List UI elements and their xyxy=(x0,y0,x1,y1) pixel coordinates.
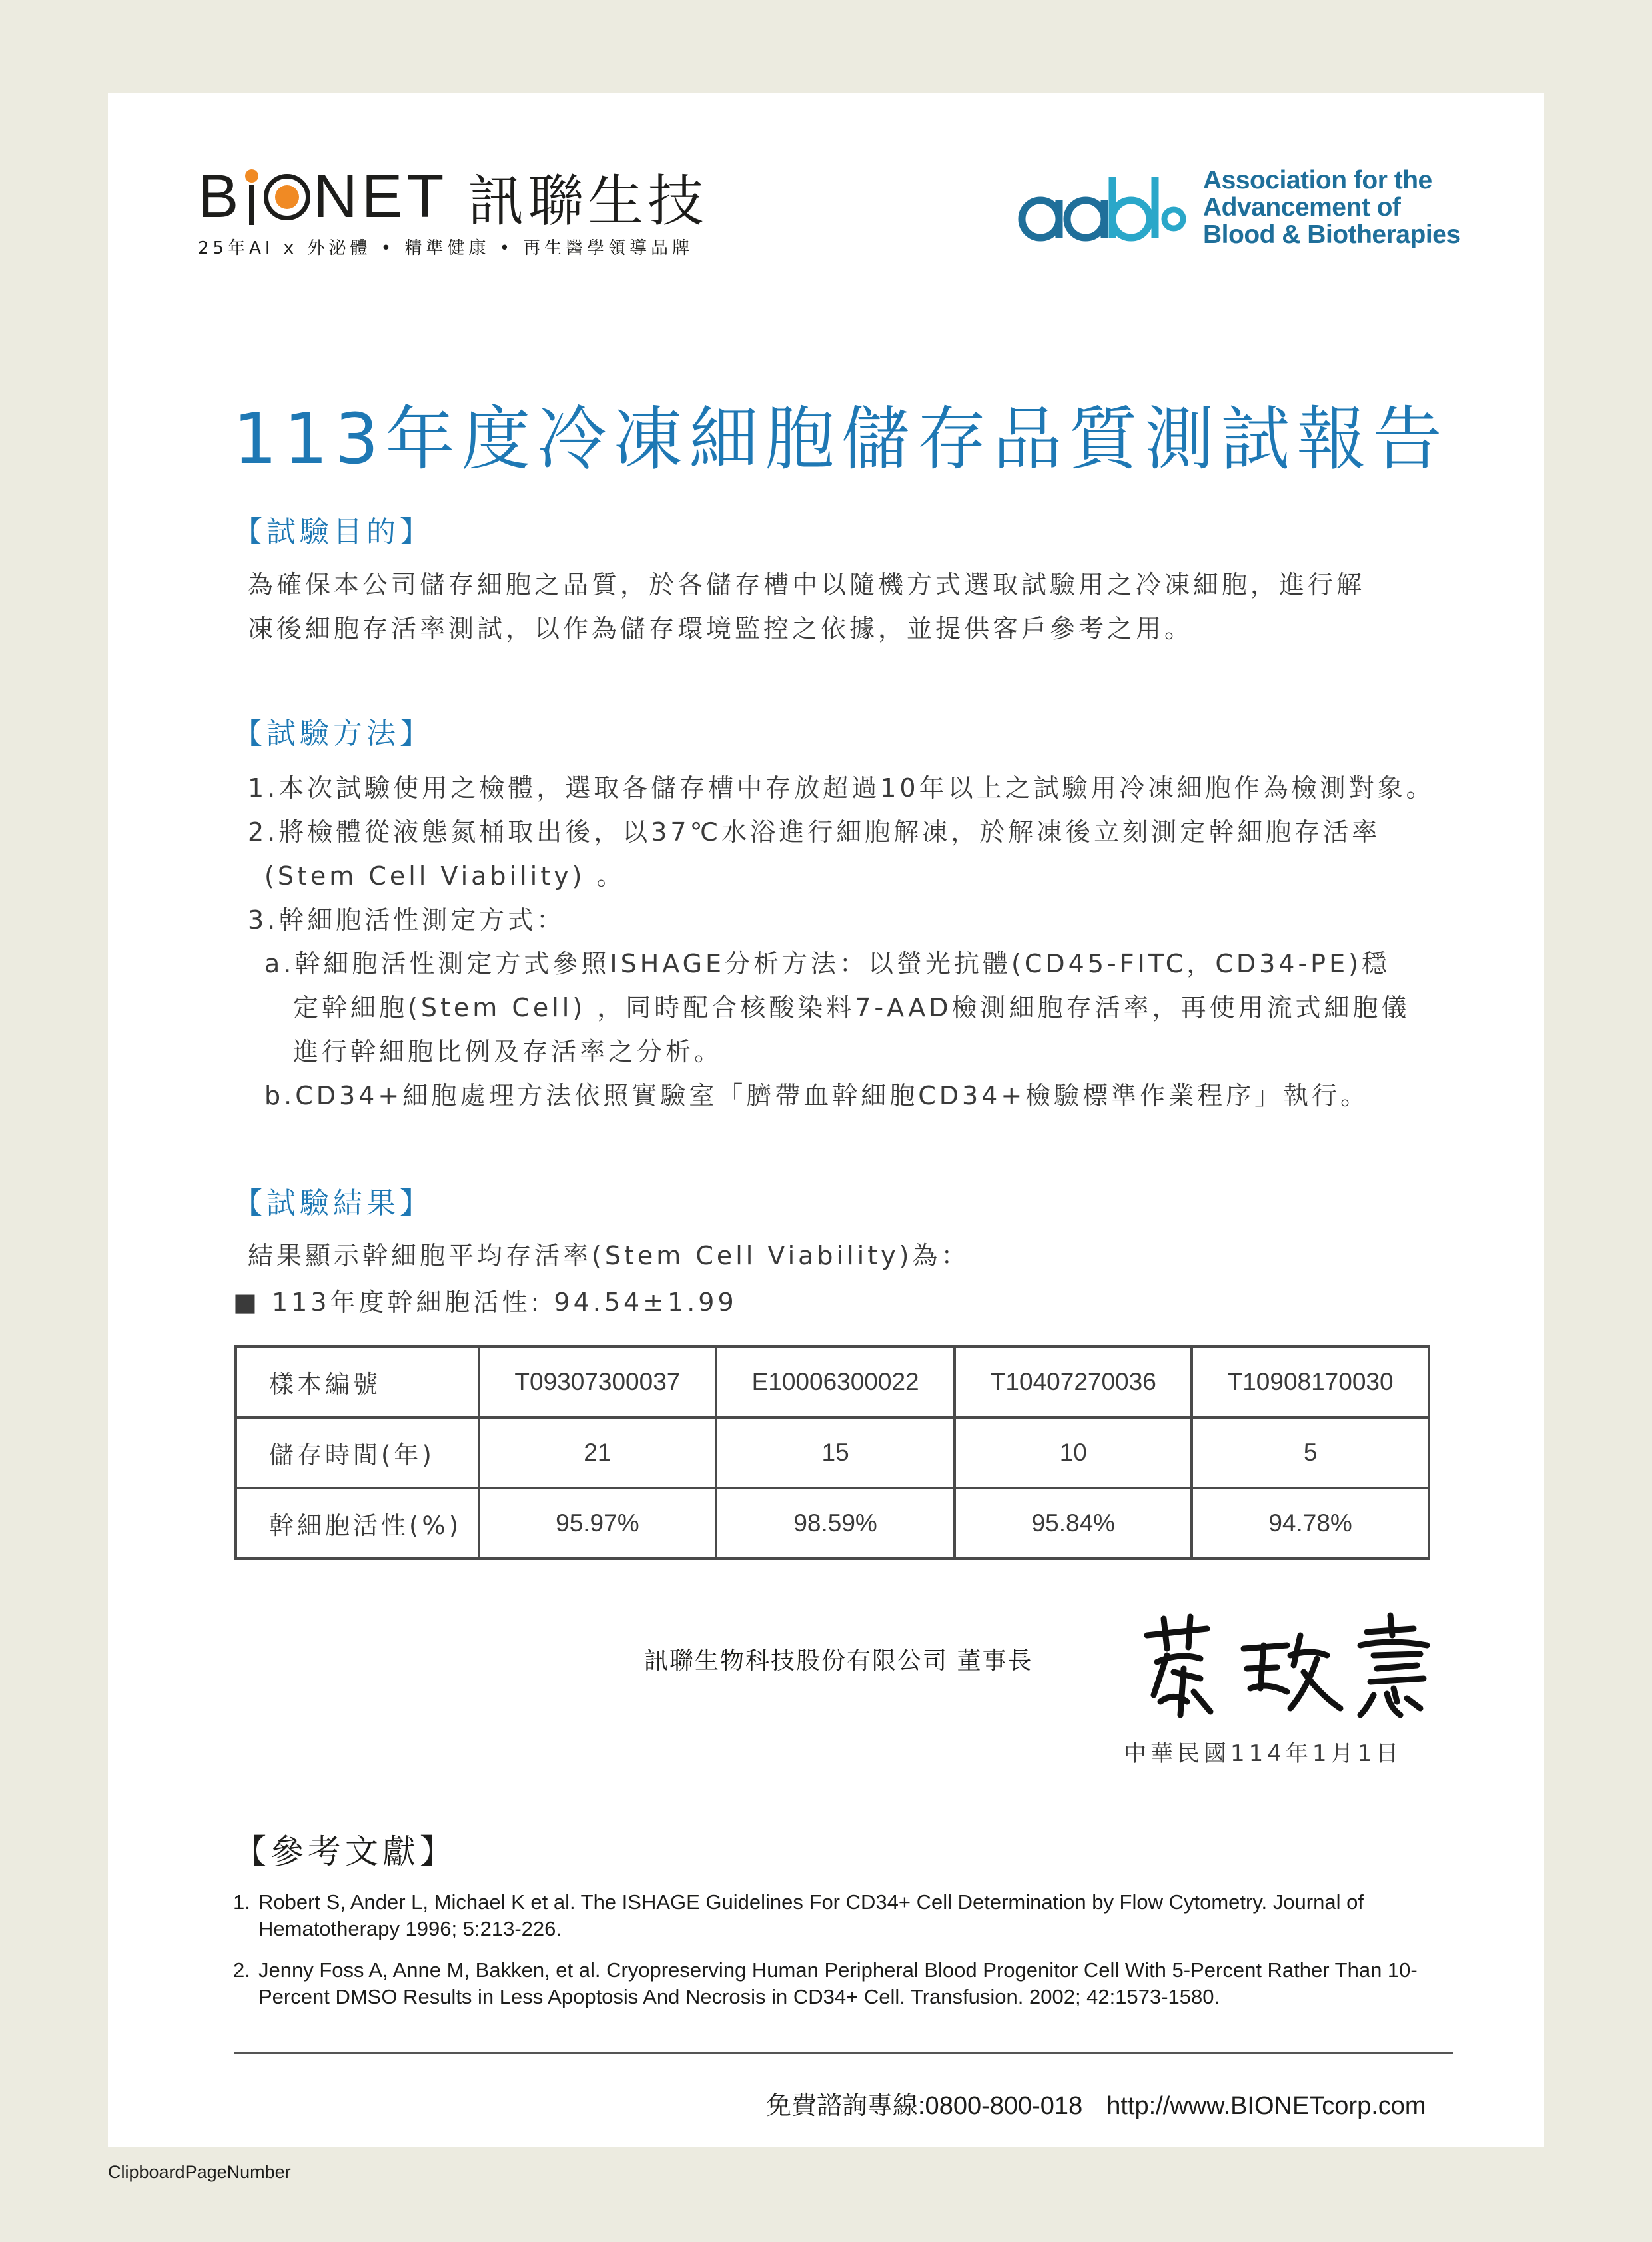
bionet-logo xyxy=(198,157,707,237)
storage-years-cell: 5 xyxy=(1192,1417,1429,1488)
method-line: 進行幹細胞比例及存活率之分析。 xyxy=(293,1037,723,1066)
row-header: 幹細胞活性(%) xyxy=(236,1488,479,1559)
reference-text: Jenny Foss A, Anne M, Bakken, et al. Cryopreserving Human Peripheral Blood Progenitor Cell With 5-Percent Rather Than 10-Percent DMSO Results in Less Apoptosis And Necrosis in CD34+ Cell. Transfusion. 2002; 42:1573-1580. xyxy=(258,1958,1418,2008)
storage-years-cell: 10 xyxy=(955,1417,1192,1488)
method-line: 1.本次試驗使用之檢體，選取各儲存槽中存放超過10年以上之試驗用冷凍細胞作為檢測對象。 xyxy=(248,773,1435,803)
row-header: 儲存時間(年) xyxy=(236,1417,479,1488)
report-page xyxy=(108,93,1544,2147)
method-line: (Stem Cell Viability) 。 xyxy=(264,861,625,891)
purpose-line: 凍後細胞存活率測試，以作為儲存環境監控之依據，並提供客戶參考之用。 xyxy=(248,614,1194,643)
aabb-name-line: Blood & Biotherapies xyxy=(1203,220,1461,249)
logo-letter-b: B xyxy=(198,163,243,230)
viability-cell: 94.78% xyxy=(1192,1488,1429,1559)
table-row xyxy=(236,1417,1429,1488)
page-title: 113年度冷凍細胞儲存品質測試報告 xyxy=(233,398,1449,480)
method-line: 定幹細胞(Stem Cell) ，同時配合核酸染料7-AAD檢測細胞存活率，再使用流式細胞儀 xyxy=(293,993,1410,1022)
aabb-name-line: Advancement of xyxy=(1203,193,1401,222)
clipboard-page-number: ClipboardPageNumber xyxy=(108,2162,291,2182)
sample-id-cell: T10908170030 xyxy=(1192,1347,1429,1417)
method-line: 2.將檢體從液態氮桶取出後，以37℃水浴進行細胞解凍，於解凍後立刻測定幹細胞存活率 xyxy=(248,817,1381,847)
aabb-name xyxy=(1203,167,1461,248)
reference-item xyxy=(233,1957,1452,2010)
bionet-wordmark xyxy=(198,162,448,232)
viability-cell: 95.84% xyxy=(955,1488,1192,1559)
aabb-logo xyxy=(1014,167,1461,248)
logo-letter-i xyxy=(245,169,258,225)
orange-dot-icon xyxy=(245,169,258,183)
footer-divider xyxy=(234,2052,1453,2054)
method-line: b.CD34+細胞處理方法依照實驗室「臍帶血幹細胞CD34+檢驗標準作業程序」執行。 xyxy=(264,1081,1370,1110)
aabb-mark-icon xyxy=(1014,171,1187,244)
brand-tagline: 25年AI x 外泌體 • 精準健康 • 再生醫學領導品牌 xyxy=(198,238,694,258)
signatory-label: 訊聯生物科技股份有限公司 董事長 xyxy=(644,1647,1033,1675)
results-intro: 結果顯示幹細胞平均存活率(Stem Cell Viability)為： xyxy=(248,1241,970,1270)
section-heading-purpose: 【試驗目的】 xyxy=(233,515,433,549)
sample-id-cell: T10407270036 xyxy=(955,1347,1192,1417)
section-heading-references: 【參考文獻】 xyxy=(233,1832,457,1871)
row-header: 樣本編號 xyxy=(236,1347,479,1417)
reference-number: 1. xyxy=(233,1890,250,1914)
sample-id-cell: T09307300037 xyxy=(479,1347,716,1417)
section-heading-results: 【試驗結果】 xyxy=(233,1186,433,1220)
report-date: 中華民國114年1月1日 xyxy=(1124,1740,1403,1767)
reference-number: 2. xyxy=(233,1958,250,1982)
method-line: a.幹細胞活性測定方式參照ISHAGE分析方法：以螢光抗體(CD45-FITC，CD34-PE)穩 xyxy=(264,949,1390,978)
sample-id-cell: E10006300022 xyxy=(716,1347,955,1417)
viability-cell: 95.97% xyxy=(479,1488,716,1559)
storage-years-cell: 15 xyxy=(716,1417,955,1488)
storage-years-cell: 21 xyxy=(479,1417,716,1488)
section-heading-method: 【試驗方法】 xyxy=(233,717,433,751)
footer-contact xyxy=(766,2085,1426,2121)
reference-item xyxy=(233,1889,1452,1942)
orange-circle-icon xyxy=(264,174,310,220)
table-row xyxy=(236,1488,1429,1559)
aabb-name-line: Association for the xyxy=(1203,166,1432,194)
logo-letters-net: NET xyxy=(313,163,448,230)
purpose-line: 為確保本公司儲存細胞之品質，於各儲存槽中以隨機方式選取試驗用之冷凍細胞，進行解 xyxy=(248,570,1366,599)
footer-url[interactable]: http://www.BIONETcorp.com xyxy=(1106,2092,1426,2120)
footer-hotline: 免費諮詢專線:0800-800-018 xyxy=(766,2092,1083,2120)
table-row xyxy=(236,1347,1429,1417)
handwritten-signature xyxy=(1127,1609,1440,1722)
results-summary: ■ 113年度幹細胞活性: 94.54±1.99 xyxy=(233,1288,737,1317)
viability-cell: 98.59% xyxy=(716,1488,955,1559)
reference-text: Robert S, Ander L, Michael K et al. The ISHAGE Guidelines For CD34+ Cell Determination by Flow Cytometry. Journal of Hematotherapy 1996; 5:213-226. xyxy=(258,1890,1364,1940)
brand-name-cn: 訊聯生技 xyxy=(468,169,708,234)
method-line: 3.幹細胞活性測定方式： xyxy=(248,905,566,934)
results-table xyxy=(234,1345,1430,1560)
